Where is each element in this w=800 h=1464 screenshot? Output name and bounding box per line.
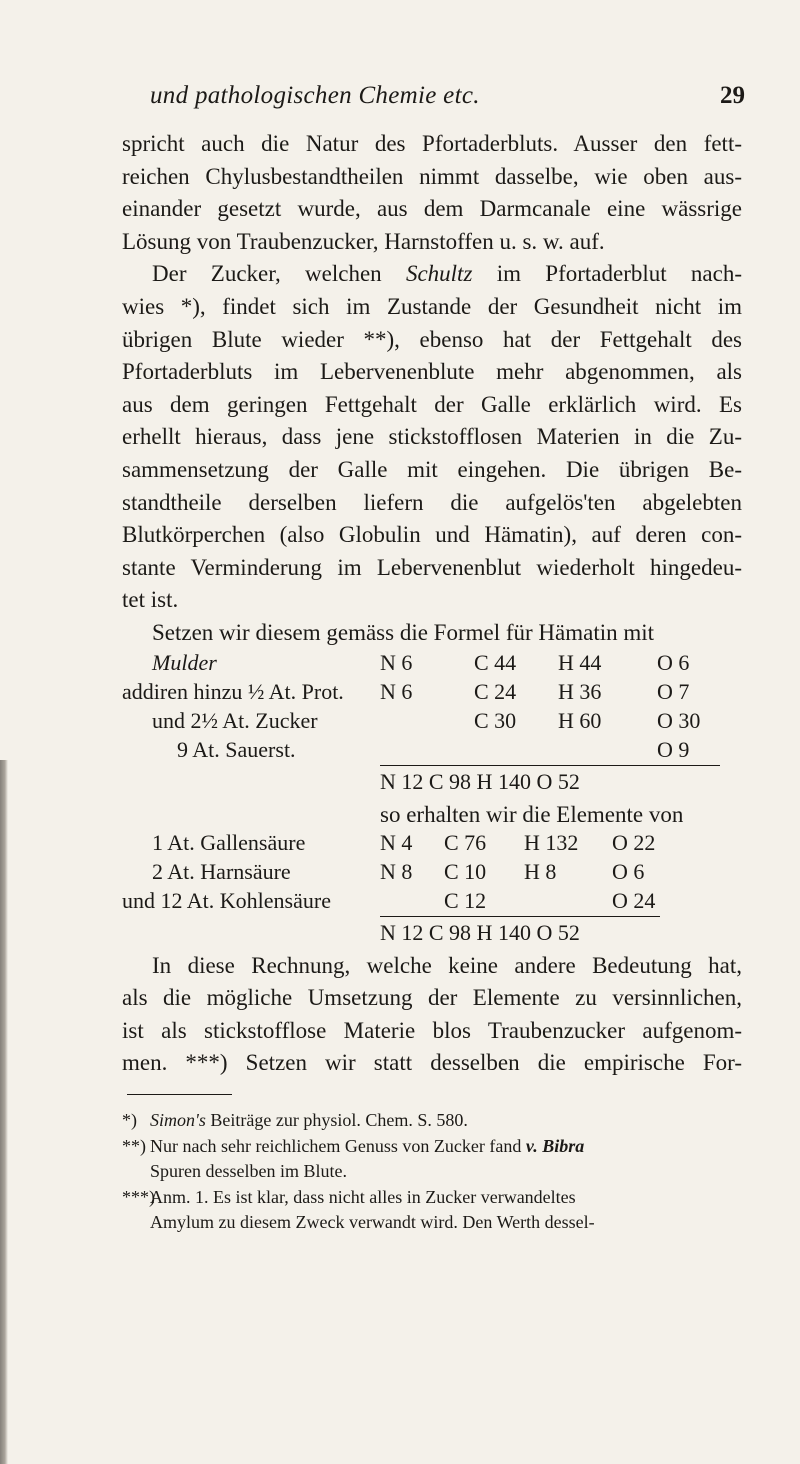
equation-row <box>122 888 742 917</box>
text-line: einander gesetzt wurde, aus dem Darmcanale eine wässrige <box>122 196 742 222</box>
equation-row <box>122 708 742 737</box>
hydrogen-value: H 60 <box>558 707 602 733</box>
oxygen-value: O 22 <box>612 829 656 855</box>
oxygen-value: O 30 <box>657 707 701 733</box>
footnote-text: Nur nach sehr reichlichem Genuss von Zucker fand <box>150 1135 526 1156</box>
footnotes <box>122 1108 742 1236</box>
row-label: 1 At. Gallensäure <box>152 829 306 855</box>
carbon-value: C 12 <box>444 887 487 913</box>
text-span: Der Zucker, welchen <box>152 261 406 287</box>
nitrogen-value: N 6 <box>380 678 413 704</box>
text-line: wies *), findet sich im Zustande der Gesundheit nicht im <box>122 293 742 319</box>
equation-connector: so erhalten wir die Elemente von <box>380 801 684 827</box>
page-number: 29 <box>720 82 745 109</box>
equation-row <box>122 859 742 888</box>
text-line: reichen Chylusbestandtheilen nimmt dasselbe, wie oben aus- <box>122 163 742 189</box>
text-line: ist als stickstofflose Materie blos Traubenzucker aufgenom- <box>122 1017 742 1043</box>
hydrogen-value: H 132 <box>524 829 579 855</box>
running-header <box>130 82 745 112</box>
paragraph-4 <box>122 950 742 1080</box>
equation-row <box>122 830 742 859</box>
equation-sum <box>122 919 742 950</box>
carbon-value: C 44 <box>474 649 517 675</box>
oxygen-value: O 9 <box>657 736 690 762</box>
sum-rule <box>380 765 720 766</box>
sum-value: N 12 C 98 H 140 O 52 <box>380 768 580 794</box>
text-line: Blutkörperchen (also Globulin und Hämatin), auf deren con- <box>122 522 742 548</box>
text-line: erhellt hieraus, dass jene stickstofflosen Materien in die Zu- <box>122 424 742 450</box>
text-line: sammensetzung der Galle mit eingehen. Die übrigen Be- <box>122 456 742 482</box>
text-line: als die mögliche Umsetzung der Elemente zu versinnlichen, <box>122 985 742 1011</box>
author-name: v. Bibra <box>525 1135 585 1156</box>
text-line: tet ist. <box>122 587 179 613</box>
sum-value: N 12 C 98 H 140 O 52 <box>380 919 580 945</box>
row-label: Mulder <box>152 649 217 675</box>
footnote-marker: **) <box>122 1135 146 1156</box>
carbon-value: C 24 <box>474 678 517 704</box>
text-line: spricht auch die Natur des Pfortaderbluts. Ausser den fett- <box>122 131 742 156</box>
footnote <box>122 1134 742 1185</box>
footnote <box>122 1108 742 1134</box>
oxygen-value: O 24 <box>612 887 656 913</box>
author-name: Schultz <box>405 261 473 287</box>
author-name: Simon's <box>150 1110 206 1130</box>
equation-row <box>122 650 742 679</box>
footnote-marker: *) <box>122 1110 137 1130</box>
row-label: und 12 At. Kohlensäure <box>122 887 331 913</box>
nitrogen-value: N 8 <box>380 858 413 884</box>
footnote-separator <box>127 1094 232 1095</box>
footnote-text: Beiträge zur physiol. Chem. S. 580. <box>205 1110 468 1130</box>
paragraph-1 <box>122 128 742 258</box>
equation-sum <box>122 768 742 799</box>
nitrogen-value: N 4 <box>380 829 413 855</box>
text-line: men. ***) Setzen wir statt desselben die empirische For- <box>122 1050 742 1076</box>
carbon-value: C 10 <box>444 858 487 884</box>
oxygen-value: O 7 <box>657 678 690 704</box>
carbon-value: C 30 <box>474 707 517 733</box>
text-line: In diese Rechnung, welche keine andere Bedeutung hat, <box>152 952 742 978</box>
hydrogen-value: H 36 <box>558 678 602 704</box>
text-line: stante Verminderung im Lebervenenblut wiederholt hingedeu- <box>122 554 742 580</box>
text-line: übrigen Blute wieder **), ebenso hat der Fettgehalt des <box>122 326 742 352</box>
row-label: 2 At. Harnsäure <box>152 858 291 884</box>
equation-row <box>122 679 742 708</box>
footnote-continuation: Amylum zu diesem Zweck verwandt wird. Den Werth dessel- <box>150 1212 595 1232</box>
hydrogen-value: H 44 <box>558 649 602 675</box>
page-edge-shadow <box>0 760 8 1464</box>
footnote-marker: ***) <box>122 1186 155 1207</box>
text-line: standtheile derselben liefern die aufgelös'ten abgelebten <box>122 489 742 515</box>
running-title: und pathologischen Chemie etc. <box>150 82 480 109</box>
footnote-text: Anm. 1. Es ist klar, dass nicht alles in Zucker verwandeltes <box>150 1186 576 1207</box>
paragraph-2 <box>122 258 742 617</box>
footnote <box>122 1185 742 1236</box>
text-line: Pfortaderbluts im Lebervenenblute mehr abgenommen, als <box>122 359 742 385</box>
equation-hamatin <box>122 650 742 830</box>
carbon-value: C 76 <box>444 829 487 855</box>
row-label: 9 At. Sauerst. <box>177 736 296 762</box>
oxygen-value: O 6 <box>612 858 645 884</box>
text-line: Lösung von Traubenzucker, Harnstoffen u. s. w. auf. <box>122 228 605 254</box>
footnote-continuation: Spuren desselben im Blute. <box>150 1161 347 1181</box>
text-line: aus dem geringen Fettgehalt der Galle erklärlich wird. Es <box>122 391 742 417</box>
sum-rule <box>380 916 660 917</box>
row-label: und 2½ At. Zucker <box>152 707 318 733</box>
paragraph-3: Setzen wir diesem gemäss die Formel für Hämatin mit <box>152 619 655 645</box>
equation-row <box>122 737 742 766</box>
hydrogen-value: H 8 <box>524 858 557 884</box>
main-text <box>122 128 742 1080</box>
text-line <box>122 258 742 291</box>
equation-decomposition <box>122 830 742 950</box>
oxygen-value: O 6 <box>657 649 690 675</box>
text-span: im Pfortaderblut nach- <box>472 261 743 287</box>
nitrogen-value: N 6 <box>380 649 413 675</box>
row-label: addiren hinzu ½ At. Prot. <box>122 678 344 704</box>
